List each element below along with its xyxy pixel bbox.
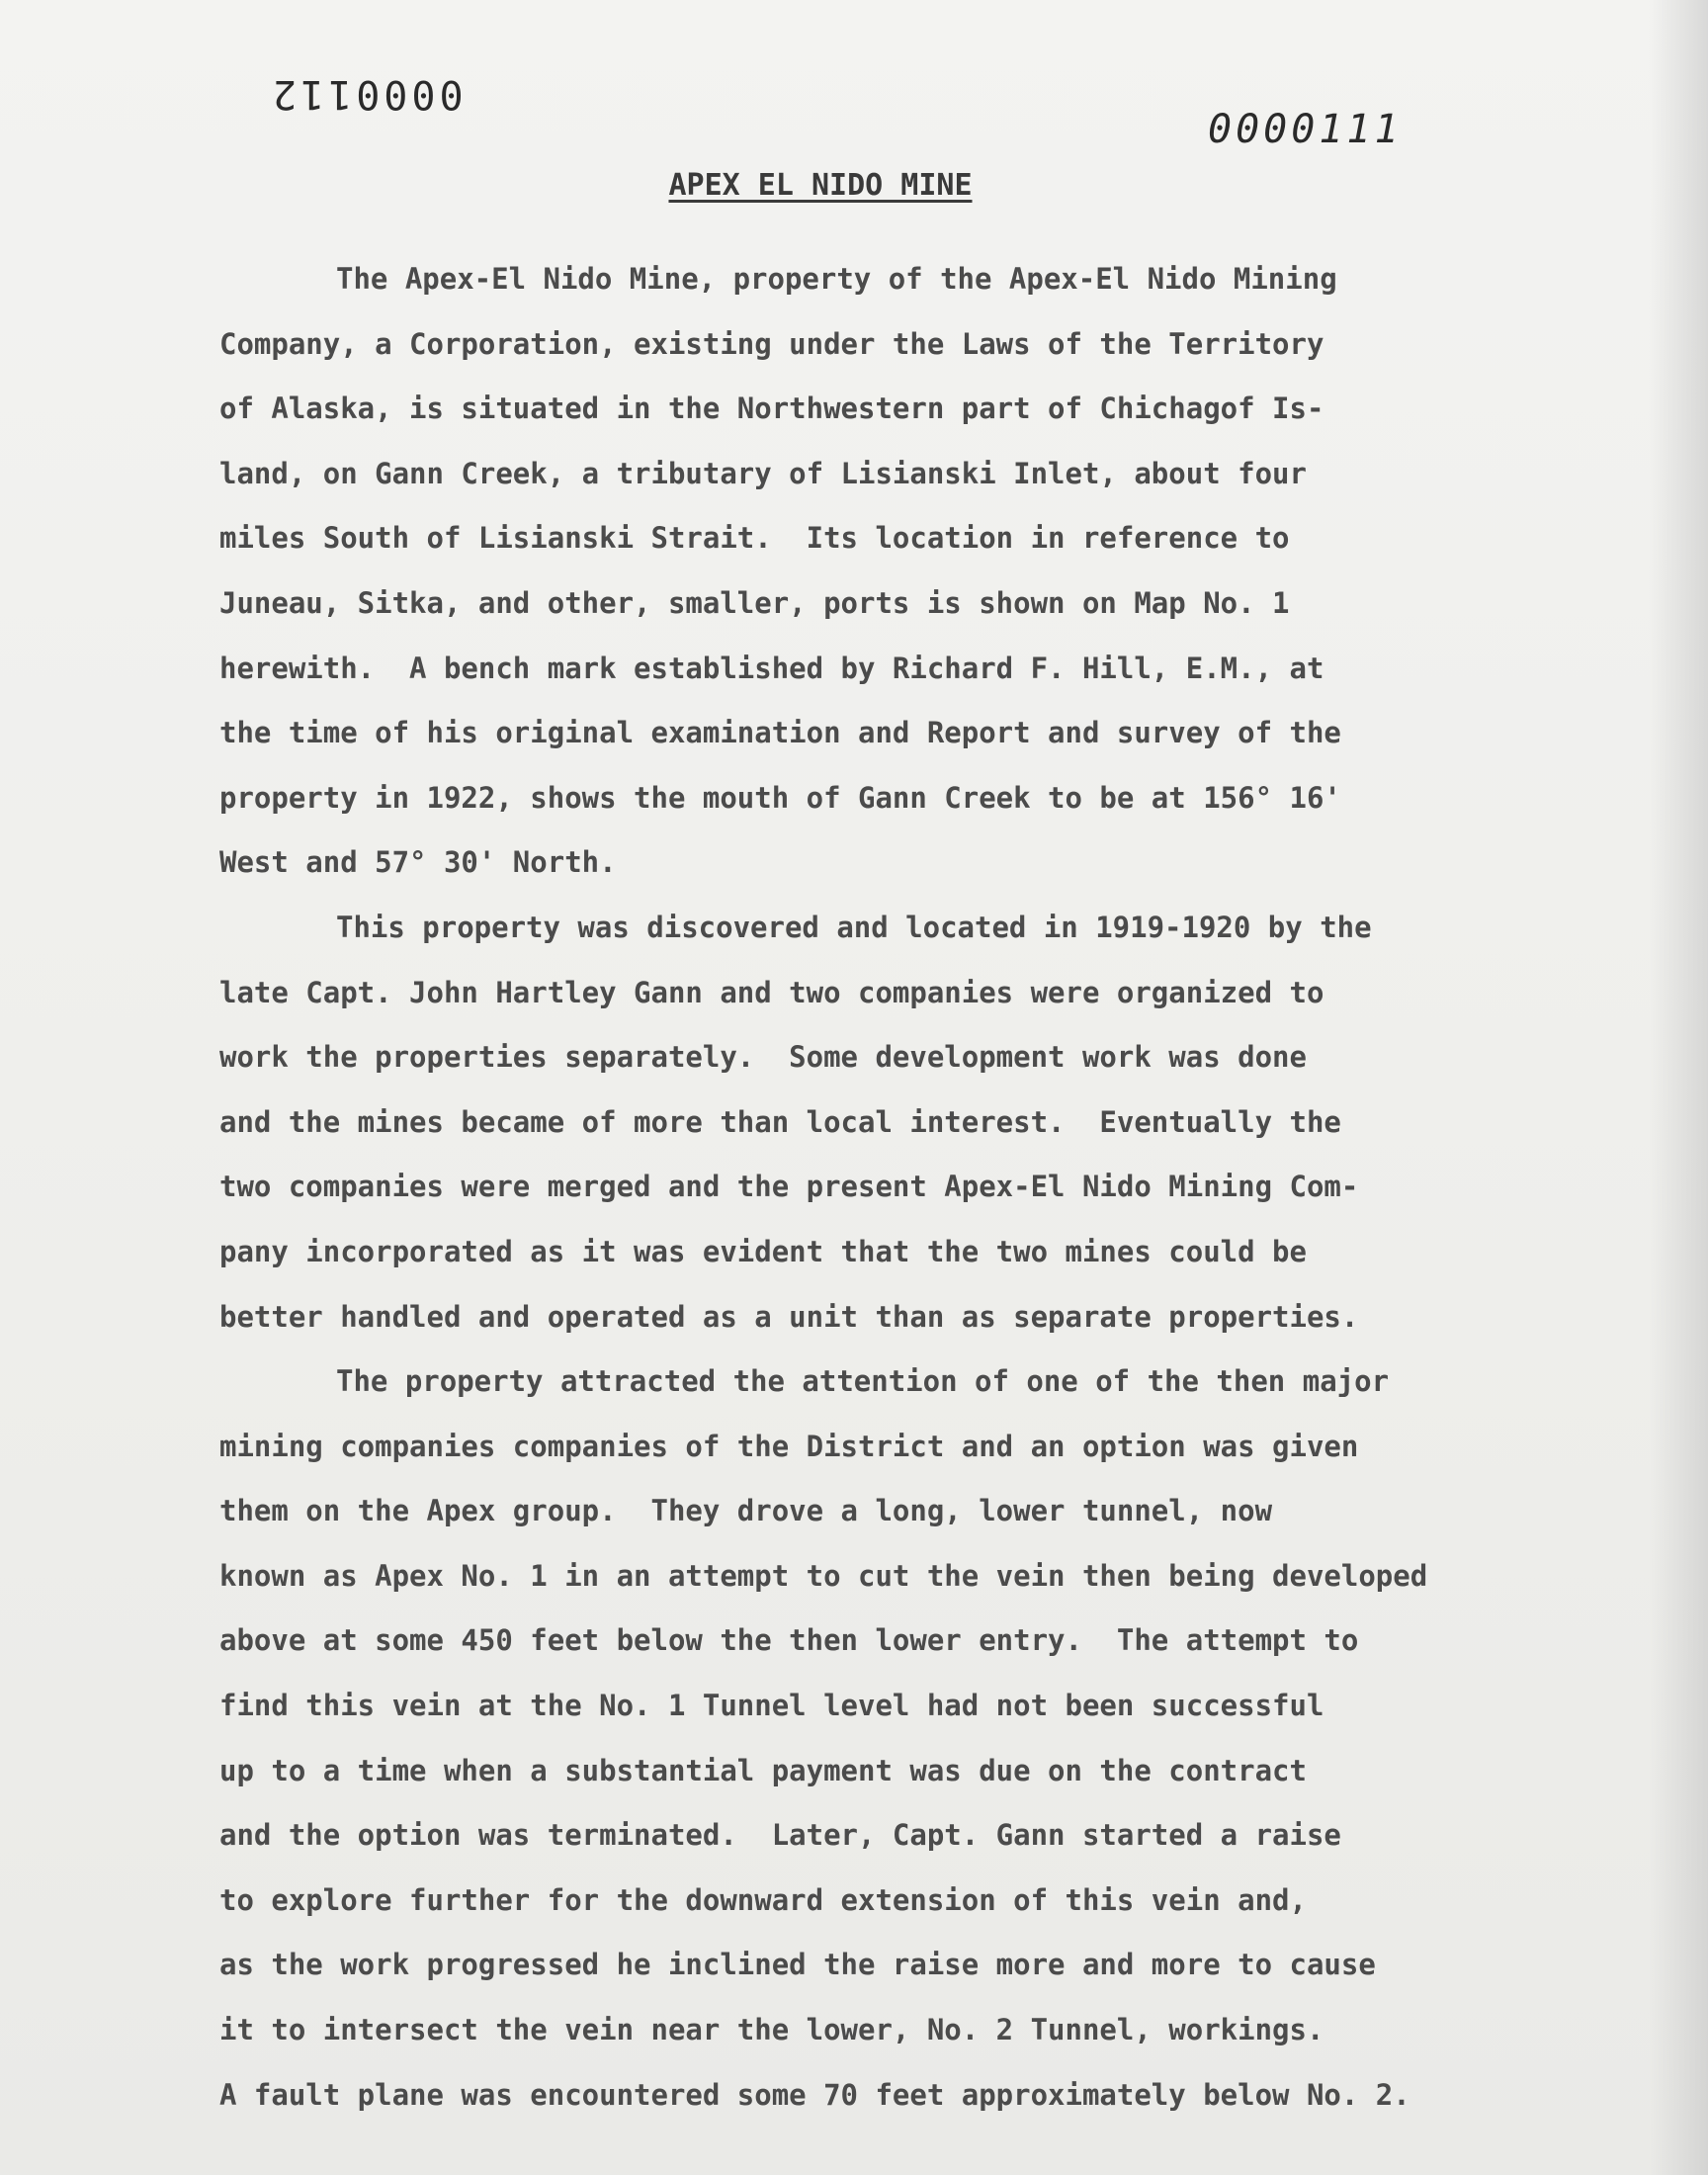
- page-stamp-right: 0000111: [1208, 107, 1403, 152]
- text-line: known as Apex No. 1 in an attempt to cut the vein then being developed: [219, 1558, 1428, 1593]
- document-body: [219, 247, 1623, 2128]
- text-line: to explore further for the downward extension of this vein and,: [219, 1882, 1307, 1917]
- text-line: property in 1922, shows the mouth of Gann Creek to be at 156° 16': [219, 780, 1341, 815]
- text-line: better handled and operated as a unit than as separate properties.: [219, 1299, 1359, 1334]
- page-stamp-left: 0000112: [269, 71, 464, 117]
- text-line: herewith. A bench mark established by Richard F. Hill, E.M., at: [219, 651, 1324, 685]
- text-line: the time of his original examination and Report and survey of the: [219, 716, 1341, 750]
- text-line: of Alaska, is situated in the Northwestern part of Chichagof Is-: [219, 392, 1324, 426]
- text-line: A fault plane was encountered some 70 feet approximately below No. 2.: [219, 2077, 1410, 2112]
- text-line: land, on Gann Creek, a tributary of Lisianski Inlet, about four: [219, 456, 1307, 490]
- text-line: This property was discovered and located in 1919-1920 by the: [336, 910, 1372, 944]
- text-line: above at some 450 feet below the then lower entry. The attempt to: [219, 1623, 1359, 1658]
- text-line: work the properties separately. Some development work was done: [219, 1040, 1307, 1075]
- text-line: mining companies companies of the District and an option was given: [219, 1429, 1359, 1463]
- text-line: two companies were merged and the present Apex-El Nido Mining Com-: [219, 1170, 1359, 1204]
- text-line: The Apex-El Nido Mine, property of the Apex-El Nido Mining: [336, 262, 1337, 296]
- text-line: find this vein at the No. 1 Tunnel level had not been successful: [219, 1689, 1324, 1723]
- text-line: The property attracted the attention of one of the then major: [336, 1364, 1390, 1399]
- text-line: up to a time when a substantial payment was due on the contract: [219, 1753, 1307, 1787]
- text-line: late Capt. John Hartley Gann and two companies were organized to: [219, 975, 1324, 1009]
- text-line: pany incorporated as it was evident that the two mines could be: [219, 1234, 1307, 1268]
- text-line: miles South of Lisianski Strait. Its location in reference to: [219, 521, 1290, 556]
- text-line: it to intersect the vein near the lower, No. 2 Tunnel, workings.: [219, 2013, 1324, 2047]
- paragraph: [219, 896, 1623, 1349]
- document-title: APEX EL NIDO MINE: [668, 168, 973, 203]
- text-line: and the mines became of more than local interest. Eventually the: [219, 1104, 1341, 1139]
- text-line: Juneau, Sitka, and other, smaller, ports is shown on Map No. 1: [219, 585, 1290, 620]
- paragraph: [219, 247, 1623, 896]
- text-line: as the work progressed he inclined the raise more and more to cause: [219, 1948, 1376, 1982]
- text-line: and the option was terminated. Later, Capt. Gann started a raise: [219, 1818, 1341, 1853]
- paragraph: [219, 1349, 1623, 2128]
- text-line: West and 57° 30' North.: [219, 845, 617, 880]
- text-line: them on the Apex group. They drove a long, lower tunnel, now: [219, 1494, 1273, 1528]
- text-line: Company, a Corporation, existing under the Laws of the Territory: [219, 326, 1324, 361]
